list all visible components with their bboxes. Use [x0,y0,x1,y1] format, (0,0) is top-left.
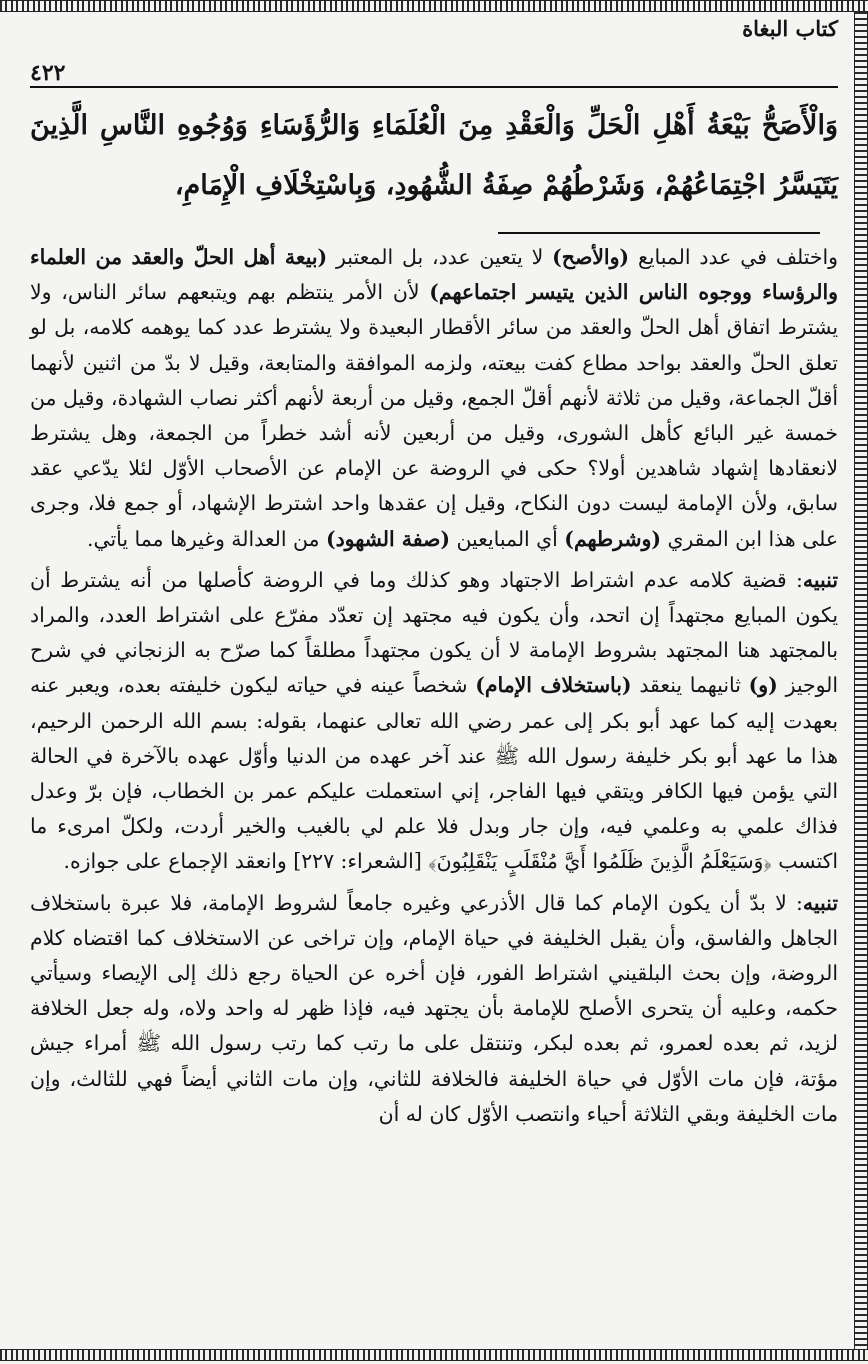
footnote-divider [498,232,820,234]
page-number: ٤٢٢ [30,60,66,86]
text-run: شخصاً عينه في حياته ليكون خليفته بعده، ويعبر عنه بعهدت إليه كما عهد أبو بكر إلى عمر رضي الله تعالى عنهما، بقوله: بسم الله الرحمن الرحيم، هذا ما عهد أبو بكر خليفة رسول الله ﷺ عند آخر عهده من الدنيا وأوّل عهده بالآخرة في الحالة التي يؤمن فيها الكافر ويتقي فيها الفاجر، إني استعملت عليكم عمر بن الخطاب، فإن برّ وعدل فذاك علمي به وعلمي فيه، وإن جار وبدل فلا علم لي بالغيب والخير أردت، ولكلّ امرىء ما اكتسب ﴿وَسَيَعْلَمُ الَّذِينَ ظَلَمُوا أَيَّ مُنْقَلَبٍ يَنْقَلِبُونَ﴾ [الشعراء: ٢٢٧] وانعقد الإجماع على جوازه. [30,673,838,874]
commentary-paragraph [30,240,838,557]
quoted-matn: (بيعة أهل الحلّ والعقد من العلماء والرؤساء ووجوه الناس الذين يتيسر اجتماعهم) [30,245,838,305]
page-header [30,14,838,88]
quoted-matn: (صفة الشهود) [325,526,450,551]
text-run: من العدالة وغيرها مما يأتي. [87,526,326,551]
running-title: كتاب البغاة [742,16,838,41]
note-label: تنبيه [802,890,838,915]
quoted-matn: (وشرطهم) [564,526,661,551]
bottom-ornamental-border [0,1349,868,1361]
right-ornamental-border [854,12,868,1349]
commentary [30,240,838,1138]
top-ornamental-border [0,0,868,12]
quoted-matn: (والأصح) [552,245,630,269]
commentary-paragraph [30,563,838,880]
text-run: لأن الأمر ينتظم بهم ويتبعهم سائر الناس، ولا يشترط اتفاق أهل الحلّ والعقد من سائر الأقطار البعيدة ولا يشترط عدد كما يوهمه كلامه، بل لو تعلق الحلّ والعقد بواحد مطاع كفت بيعته، ولزمه الموافقة والمتابعة، وقيل لا بدّ من اثنين لأنهما أقلّ الجماعة، وقيل من ثلاثة لأنهم أقلّ الجمع، وقيل من أربعة لأنهم أكثر نصاب الشهادة، وقيل من خمسة غير البائع كأهل الشورى، وقيل من أربعين لأنه أشد خطراً من الجمعة، وهل يشترط لانعقادها إشهاد شاهدين أولا؟ حكى في الروضة عن الإمام عن الأصحاب الأوّل لئلا يدّعي عقد سابق، ولأن الإمامة ليست دون النكاح، وقيل إن عقدها واحد اشترط الإشهاد، أو جمع فلا، وجرى على هذا ابن المقري [30,280,838,551]
note-label: تنبيه [802,567,838,592]
text-run: أي المبايعين [450,526,565,551]
text-run: : قضية كلامه عدم اشتراط الاجتهاد وهو كذلك وما في الروضة كأصلها من أنه يشترط أن يكون المبايع مجتهداً إن اتحد، وأن يكون فيه مجتهد إن تعدّد مفرّع على اشتراط العدد، والمراد بالمجتهد هنا المجتهد بشروط الإمامة لا أن يكون مجتهداً مطلقاً كما صرّح به الزنجاني في شرح الوجيز [30,567,838,698]
text-run: واختلف في عدد المبايع [629,245,838,269]
commentary-paragraph [30,886,838,1132]
main-text: وَالْأَصَحُّ بَيْعَةُ أَهْلِ الْحَلِّ وَالْعَقْدِ مِنَ الْعُلَمَاءِ وَالرُّؤَسَاءِ وَوُجُوهِ النَّاسِ الَّذِينَ يَتَيَسَّرُ اجْتِمَاعُهُمْ، وَشَرْطُهُمْ صِفَةُ الشُّهُودِ، وَبِاسْتِخْلَافِ الْإِمَامِ، [30,110,838,201]
text-run: لا يتعين عدد، بل المعتبر [327,245,553,269]
quoted-matn: (باستخلاف الإمام) [475,673,632,698]
quoted-matn: (و) [748,673,778,698]
text-run: ثانيهما ينعقد [631,673,749,698]
text-run: : لا بدّ أن يكون الإمام كما قال الأذرعي وغيره جامعاً لشروط الإمامة، فلا عبرة باستخلاف الجاهل والفاسق، وأن يقبل الخليفة في حياة الإمام، وإن تراخى عن الاستخلاف كما اقتضاه كلام الروضة، وإن بحث البلقيني اشتراط الفور، فإن أخره عن الحياة رجع ذلك إلى الإيصاء وسيأتي حكمه، وعليه أن يتحرى الأصلح للإمامة بأن يجتهد فيه، فإذا ظهر له واحد ولاه، وله جعل الخلافة لزيد، ثم بعده لعمرو، ثم بعده لبكر، وتنتقل على ما رتب كما رتب رسول الله ﷺ أمراء جيش مؤتة، فإن مات الأوّل في حياة الخليفة فالخلافة للثاني، وإن مات الثاني أيضاً فهي للثالث، وإن مات الخليفة وبقي الثلاثة أحياء وانتصب الأوّل كان له أن [30,890,838,1126]
